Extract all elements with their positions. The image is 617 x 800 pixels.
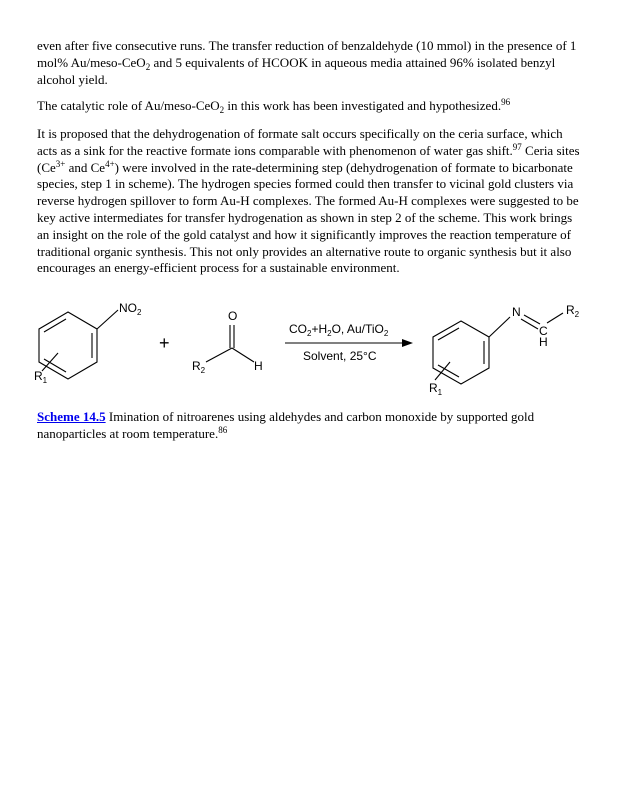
caption-text: Imination of nitroarenes using aldehydes and carbon monoxide by supported gold nanoparticles at room temperature. [37, 409, 535, 441]
reference-superscript: 96 [501, 97, 511, 107]
scheme-link[interactable]: Scheme 14.5 [37, 409, 106, 424]
conditions-bottom: Solvent, 25°C [303, 349, 377, 363]
r1-label: $R_1$ [34, 369, 48, 385]
imine-double-bond [521, 319, 538, 329]
imine-hydrogen-label: H [539, 335, 548, 349]
text-span: It is proposed that the dehydrogenation of formate salt occurs specifically on the ceria surface, which acts as a sink for the reactive formate ions comparable with phenomenon of water gas shift. [37, 126, 563, 158]
aldehyde-structure [206, 325, 254, 362]
h-bond [232, 348, 254, 362]
text-span: even after five consecutive runs. The transfer reduction of benzaldehyde (10 mmol) in the presence of 1 mol% Au/meso-CeO [37, 38, 577, 70]
text-span: The catalytic role of Au/meso-CeO [37, 98, 220, 113]
r2-bond [547, 313, 563, 323]
r2-product-label: $R_2$ [566, 303, 580, 319]
double-bond [44, 319, 66, 332]
text-span: and 5 equivalents of HCOOK in aqueous media attained 96% isolated benzyl alcohol yield. [37, 54, 556, 87]
carbon-label: C [539, 324, 548, 338]
benzene-ring [39, 312, 97, 379]
r2-aldehyde-label: $R_2$ [192, 359, 206, 375]
hydrogen-label: H [254, 359, 263, 373]
charge-superscript: 3+ [55, 158, 66, 169]
r1-product-label: $R_1$ [429, 381, 443, 397]
plus-sign: + [159, 333, 170, 353]
nitro-label: $NO_2$ [119, 301, 142, 317]
double-bond [438, 365, 459, 377]
scheme-caption [37, 409, 582, 443]
subscript: 2 [145, 61, 151, 72]
reference-superscript: 86 [218, 424, 228, 435]
paragraph-continuation [37, 38, 582, 88]
text-span: in this work has been investigated and hypothesized. [224, 98, 502, 113]
text-span: Ceria sites (Ce [37, 142, 580, 175]
paragraph-mechanism [37, 126, 582, 277]
subscript: 2 [219, 105, 225, 115]
charge-superscript: 4+ [105, 158, 115, 169]
paragraph-catalytic-role [37, 98, 582, 115]
reference-superscript: 97 [512, 141, 522, 152]
r2-bond [206, 348, 232, 362]
conditions-top: $CO_2+H_2O$, Au/TiO$_2$ [289, 322, 389, 338]
double-bond [438, 328, 459, 340]
arrow-head-icon [402, 339, 413, 347]
text-span: and Ce [65, 159, 106, 175]
text-span: ) were involved in the rate-determining step (dehydrogenation of formate to bicarbonate species, step 1 in scheme). The hydrogen species formed could then transfer to vicinal gold clusters via reverse hydrogen spillover to form Au-H complexes. The formed Au-H complexes were suggested to be key active intermediates for transfer hydrogenation as shown in step 2 of the scheme. This work brings an insight on the role of the gold catalyst and how it significantly improves the reaction temperature of traditional organic synthesis. This not only provides an alternative route to organic synthesis but it also encourages an energy-efficient process for a sustainable environment. [37, 159, 579, 276]
n-aryl-bond [489, 317, 510, 337]
nitrogen-label: N [512, 305, 521, 319]
oxygen-label: O [228, 309, 238, 323]
nitro-bond [97, 310, 118, 329]
benzene-ring [433, 321, 489, 384]
reaction-scheme [30, 298, 590, 398]
nitroarene-structure [39, 310, 118, 379]
